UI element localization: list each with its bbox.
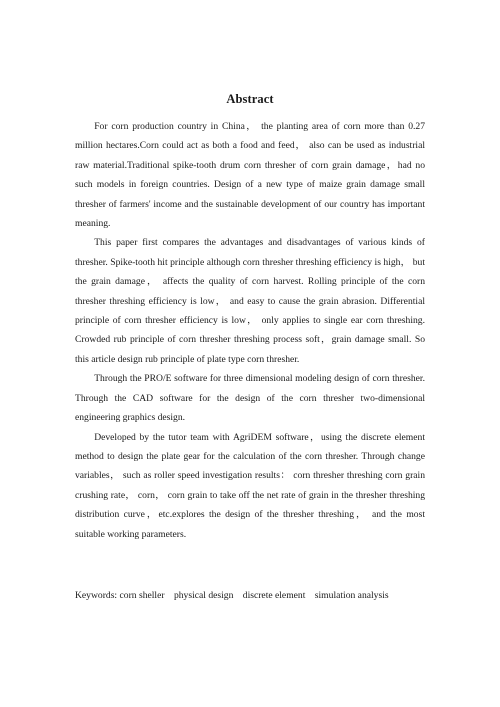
abstract-paragraph-2: This paper first compares the advantages and disadvantages of various kinds of thresher. Spike-tooth hit principle although corn thresher threshing efficiency is high， but the grain damage， affects the quality of corn harvest. Rolling principle of the corn thresher threshing efficiency is low， and easy to cause the grain abrasion. Differential principle of corn thresher efficiency is low， only applies to single ear corn threshing. Crowded rub principle of corn thresher threshing process soft，grain damage small. So this article design rub principle of plate type corn thresher. xyxy=(75,237,425,365)
abstract-body xyxy=(75,117,425,544)
keyword-item: physical design xyxy=(173,590,234,601)
abstract-paragraph-3: Through the PRO/E software for three dimensional modeling design of corn thresher. Through the CAD software for the design of the corn thresher two-dimensional engineering graphics design. xyxy=(75,373,425,424)
keywords-label: Keywords: xyxy=(75,590,118,601)
keyword-item: discrete element xyxy=(242,590,306,601)
keyword-item: simulation analysis xyxy=(314,590,389,601)
keywords-line xyxy=(75,586,435,605)
keyword-item: corn sheller xyxy=(119,590,165,601)
abstract-paragraph-4: Developed by the tutor team with AgriDEM software，using the discrete element method to design the plate gear for the calculation of the corn thresher. Through change variables， such as roller speed investigation results： corn thresher threshing corn grain crushing rate， corn， corn grain to take off the net rate of grain in the thresher threshing distribution curve，etc.explores the design of the thresher threshing， and the most suitable working parameters. xyxy=(75,431,425,540)
abstract-paragraph-1: For corn production country in China， the planting area of corn more than 0.27 million hectares.Corn could act as both a food and feed， also can be used as industrial raw material.Traditional spike-tooth drum corn thresher of corn grain damage，had no such models in foreign countries. Design of a new type of maize grain damage small thresher of farmers' income and the sustainable development of our country has important meaning. xyxy=(75,121,425,230)
abstract-title: Abstract xyxy=(226,92,274,106)
